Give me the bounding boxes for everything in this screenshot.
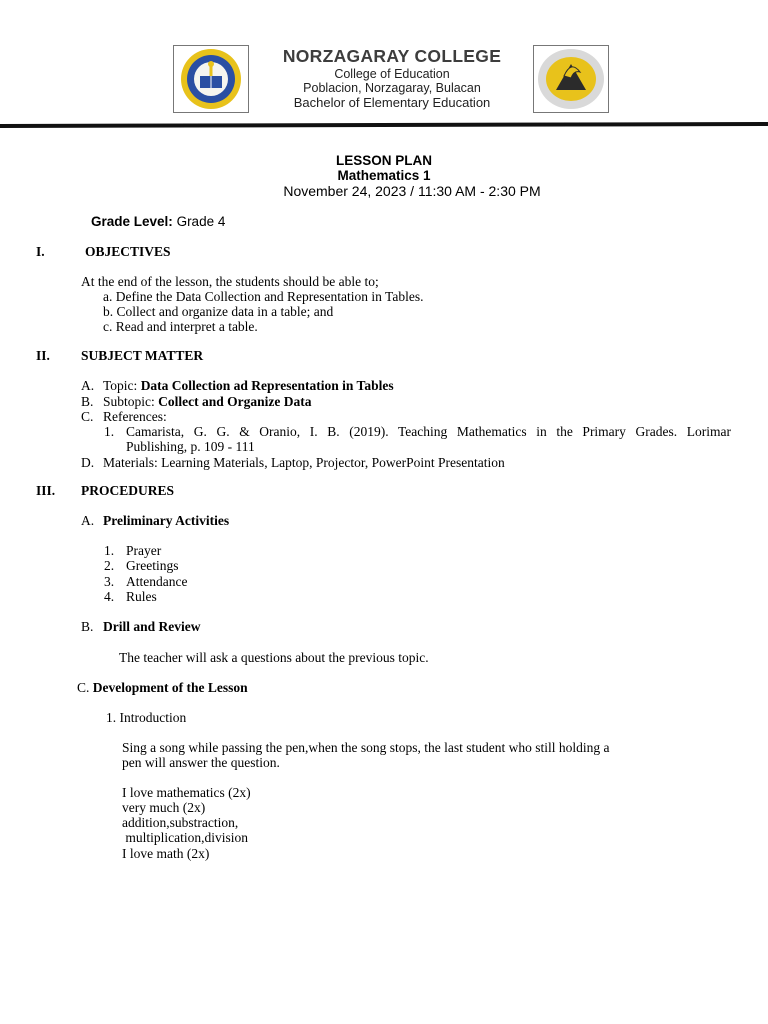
topic-marker: A.: [81, 378, 95, 393]
grade-level-label: Grade Level:: [91, 214, 173, 229]
development-heading: Development of the Lesson: [92, 680, 248, 695]
lesson-plan-heading: LESSON PLAN: [335, 153, 432, 168]
objectives-intro: At the end of the lesson, the students should be able to;: [81, 274, 379, 289]
preliminary-marker: A.: [81, 513, 95, 528]
subtopic-value: Collect and Organize Data: [158, 394, 312, 409]
song-line: I love mathematics (2x): [122, 785, 251, 800]
activity-item: Rules: [126, 589, 157, 604]
grade-level-value: Grade 4: [176, 214, 226, 229]
department-name: College of Education: [334, 67, 450, 81]
college-header: [260, 45, 524, 111]
college-of-education-logo: [533, 45, 609, 113]
college-address: Poblacion, Norzagaray, Bulacan: [303, 81, 481, 95]
development-line: [77, 680, 248, 695]
activity-number: 3.: [104, 574, 115, 589]
reference-line-1: Camarista, G. G. & Oranio, I. B. (2019). Teaching Mathematics in the Primary Grades. Lorimar: [126, 424, 731, 439]
topic-value: Data Collection ad Representation in Tables: [140, 378, 394, 393]
development-marker: C.: [77, 680, 93, 695]
program-name: Bachelor of Elementary Education: [293, 95, 491, 110]
introduction-heading: 1. Introduction: [106, 710, 187, 725]
references-marker: C.: [81, 409, 94, 424]
activity-number: 1.: [104, 543, 115, 558]
objective-item: c. Read and interpret a table.: [103, 319, 258, 334]
song-line: I love math (2x): [122, 846, 210, 861]
drill-marker: B.: [81, 619, 94, 634]
activity-item: Prayer: [126, 543, 162, 558]
song-line: multiplication,division: [122, 830, 248, 845]
norzagaray-college-logo: [173, 45, 249, 113]
topic-label: Topic:: [103, 378, 141, 393]
drill-text: The teacher will ask a questions about the previous topic.: [119, 650, 429, 665]
reference-line-2: Publishing, p. 109 - 111: [126, 439, 255, 454]
subject-matter-heading: SUBJECT MATTER: [81, 348, 204, 363]
song-line: addition,substraction,: [122, 815, 239, 830]
college-name: NORZAGARAY COLLEGE: [282, 46, 502, 66]
introduction-text-line-1: Sing a song while passing the pen,when the song stops, the last student who still holding a: [122, 740, 610, 755]
header-divider: [0, 122, 768, 128]
materials-line: Materials: Learning Materials, Laptop, Projector, PowerPoint Presentation: [103, 455, 505, 470]
activity-number: 2.: [104, 558, 115, 573]
activity-number: 4.: [104, 589, 115, 604]
lesson-datetime: November 24, 2023 / 11:30 AM - 2:30 PM: [283, 183, 541, 199]
objective-item: b. Collect and organize data in a table; and: [103, 304, 334, 319]
objectives-heading: OBJECTIVES: [85, 244, 171, 259]
introduction-text-line-2: pen will answer the question.: [122, 755, 280, 770]
references-label: References:: [103, 409, 167, 424]
reference-marker: 1.: [104, 424, 115, 439]
grade-level: [91, 214, 225, 229]
objectives-numeral: I.: [36, 244, 45, 259]
activity-item: Greetings: [126, 558, 179, 573]
subtopic-label: Subtopic:: [103, 394, 159, 409]
subtopic-marker: B.: [81, 394, 94, 409]
objective-item: a. Define the Data Collection and Representation in Tables.: [103, 289, 424, 304]
preliminary-heading: Preliminary Activities: [103, 513, 230, 528]
procedures-heading: PROCEDURES: [81, 483, 175, 498]
procedures-numeral: III.: [36, 483, 56, 498]
subject-matter-numeral: II.: [36, 348, 50, 363]
drill-heading: Drill and Review: [103, 619, 201, 634]
subject-title: Mathematics 1: [337, 168, 431, 183]
topic-line: [103, 378, 394, 393]
activity-item: Attendance: [126, 574, 188, 589]
song-line: very much (2x): [122, 800, 206, 815]
materials-marker: D.: [81, 455, 95, 470]
subtopic-line: [103, 394, 312, 409]
